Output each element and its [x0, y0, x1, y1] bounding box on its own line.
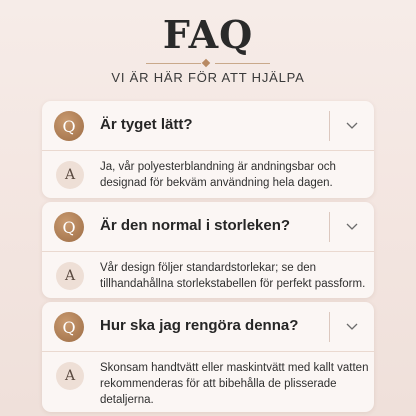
question-divider [329, 312, 330, 342]
page-title: FAQ [162, 12, 254, 57]
faq-answer-row-1 [42, 151, 374, 198]
divider-line-right [215, 63, 270, 64]
chevron-down-icon [346, 122, 358, 130]
faq-answer-3: Skonsam handtvätt eller maskintvätt med kallt vatten rekommenderas för att bibehålla de plisserade detaljerna. [100, 362, 369, 406]
faq-question-3[interactable]: Hur ska jag rengöra denna? [100, 317, 299, 334]
chevron-down-icon [346, 223, 358, 231]
diamond-icon [202, 59, 210, 67]
faq-answer-row-2 [42, 252, 374, 298]
title-divider [0, 60, 416, 66]
faq-answer-2: Vår design följer standardstorlekar; se den tillhandahållna storlekstabellen för perfekt passform. [100, 262, 366, 290]
question-badge: Q [54, 212, 84, 242]
faq-item-3 [42, 302, 374, 412]
divider-line-left [146, 63, 201, 64]
question-divider [329, 212, 330, 242]
faq-question-1[interactable]: Är tyget lätt? [100, 116, 193, 133]
faq-item-1 [42, 101, 374, 198]
question-badge: Q [54, 111, 84, 141]
question-divider [329, 111, 330, 141]
expand-toggle-2[interactable] [338, 213, 366, 241]
question-badge: Q [54, 312, 84, 342]
answer-badge: A [56, 161, 84, 189]
expand-toggle-1[interactable] [338, 112, 366, 140]
faq-question-row-2[interactable] [42, 202, 374, 252]
faq-question-row-3[interactable] [42, 302, 374, 352]
answer-badge: A [56, 362, 84, 390]
faq-question-row-1[interactable] [42, 101, 374, 151]
answer-badge: A [56, 262, 84, 290]
page-subtitle: VI ÄR HÄR FÖR ATT HJÄLPA [111, 70, 305, 85]
faq-answer-1: Ja, vår polyesterblandning är andningsbar och designad för bekväm användning hela dagen. [100, 161, 336, 189]
expand-toggle-3[interactable] [338, 313, 366, 341]
faq-item-2 [42, 202, 374, 298]
chevron-down-icon [346, 323, 358, 331]
faq-question-2[interactable]: Är den normal i storleken? [100, 217, 291, 234]
faq-answer-row-3 [42, 352, 374, 412]
